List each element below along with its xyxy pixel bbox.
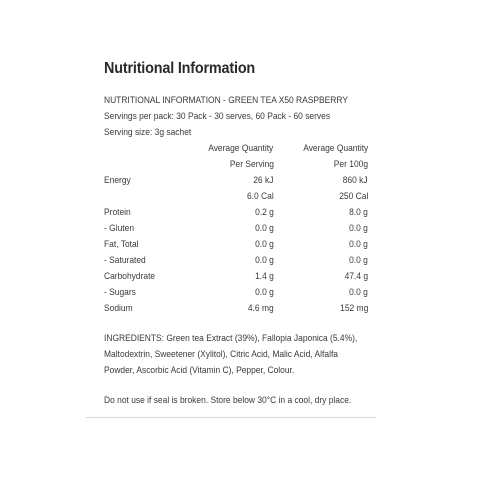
nutrient-label: Fat, Total [104, 238, 139, 249]
storage-warning: Do not use if seal is broken. Store below 30°C in a cool, dry place. [104, 394, 352, 405]
nutrition-panel [104, 58, 370, 408]
per-serving-value: 0.2 g [254, 206, 274, 217]
header-per-100g: Average Quantity [302, 142, 368, 153]
header-per-serving: Average Quantity [208, 142, 274, 153]
per-100g-value: 0.0 g [349, 238, 368, 249]
nutrient-label: Carbohydrate [104, 270, 156, 281]
per-serving-value: 0.0 g [254, 222, 274, 233]
per-100g-value: 860 kJ [343, 174, 368, 185]
divider [86, 417, 376, 418]
nutrition-table [104, 140, 368, 316]
nutrient-label: Sodium [104, 302, 133, 313]
per-serving-value: 0.0 g [254, 254, 274, 265]
per-serving-value: 0.0 g [254, 238, 274, 249]
per-serving-value: 4.6 mg [247, 302, 274, 313]
table-row [104, 252, 368, 268]
ingredients-line: Maltodextrin, Sweetener (Xylitol), Citric Acid, Malic Acid, Alfalfa [104, 348, 338, 359]
per-serving-value: 1.4 g [254, 270, 274, 281]
ingredients-line: INGREDIENTS: Green tea Extract (39%), Fallopia Japonica (5.4%), [104, 332, 358, 343]
nutrient-label: Energy [104, 174, 131, 185]
nutrient-label: - Gluten [104, 222, 135, 233]
nutrient-label: - Sugars [104, 286, 136, 297]
ingredients-block [104, 330, 384, 378]
table-row [104, 188, 368, 204]
page-title: Nutritional Information [104, 60, 256, 77]
serving-size: Serving size: 3g sachet [104, 126, 192, 137]
per-100g-value: 152 mg [339, 302, 368, 313]
table-row [104, 204, 368, 220]
table-row [104, 220, 368, 236]
per-100g-value: 8.0 g [349, 206, 368, 217]
ingredients-line: Powder, Ascorbic Acid (Vitamin C), Pepper, Colour. [104, 364, 295, 375]
table-row [104, 236, 368, 252]
table-row [104, 172, 368, 188]
per-serving-value: 6.0 Cal [246, 190, 274, 201]
per-100g-value: 47.4 g [344, 270, 368, 281]
table-header-row [104, 156, 368, 172]
per-100g-value: 0.0 g [349, 254, 368, 265]
per-100g-value: 0.0 g [349, 222, 368, 233]
table-row [104, 300, 368, 316]
servings-per-pack: Servings per pack: 30 Pack - 30 serves, 60 Pack - 60 serves [104, 110, 331, 121]
per-100g-value: 250 Cal [338, 190, 368, 201]
per-serving-value: 0.0 g [254, 286, 274, 297]
table-row [104, 284, 368, 300]
nutrient-label: - Saturated [104, 254, 146, 265]
nutrient-label: Protein [104, 206, 131, 217]
per-serving-value: 26 kJ [253, 174, 274, 185]
per-100g-value: 0.0 g [349, 286, 368, 297]
header-per-100g-unit: Per 100g [333, 158, 368, 169]
product-line: NUTRITIONAL INFORMATION - GREEN TEA X50 RASPBERRY [104, 94, 348, 105]
product-meta [104, 92, 370, 140]
table-header-row [104, 140, 368, 156]
header-per-serving-unit: Per Serving [229, 158, 274, 169]
table-row [104, 268, 368, 284]
